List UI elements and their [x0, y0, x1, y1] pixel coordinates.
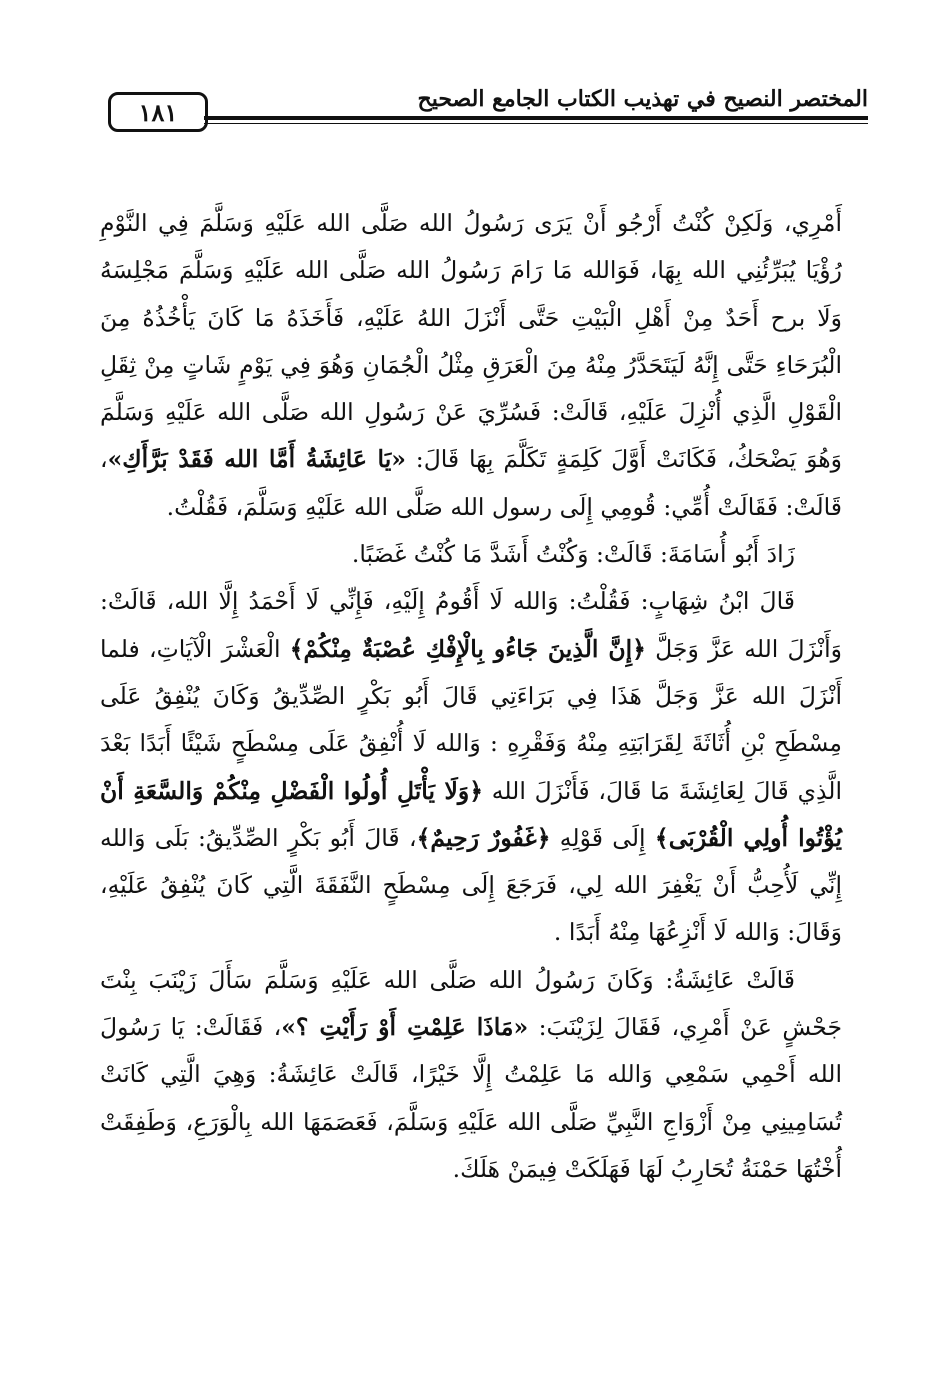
header-rule-thick	[204, 116, 868, 120]
text-segment: ، قَالَ أَبُو بَكْرٍ الصِّدِّيقُ: بَلَى وَالله إِنِّي لَأُحِبُّ أَنْ يَغْفِرَ الله لِي، فَرَجَعَ إِلَى مِسْطَحٍ النَّفَقَةَ الَّتِي كَانَ يُنْفِقُ عَلَيْهِ، وَقَالَ: وَالله لَا أَنْزِعُهَا مِنْهُ أَبَدًا .	[100, 823, 842, 947]
quoted-text: ﴿وَلَا يَأْتَلِ أُولُوا الْفَضْلِ مِنْكُمْ وَالسَّعَةِ أَنْ يُؤْتُوا أُولِي الْقُرْبَى﴾	[100, 776, 842, 852]
text-segment: قَالَتْ عَائِشَةُ: وَكَانَ رَسُولُ الله صَلَّى الله عَلَيْهِ وَسَلَّمَ سَأَلَ زَيْنَبَ بِنْتَ جَحْشٍ عَنْ أَمْرِي، فَقَالَ لِزَيْنَبَ:	[100, 965, 842, 1042]
quoted-text: «يَا عَائِشَةُ أَمَّا الله فَقَدْ بَرَّأَكِ»	[107, 445, 406, 474]
paragraph	[100, 531, 842, 578]
paragraph	[100, 578, 842, 956]
page-number: ١٨١	[138, 97, 178, 127]
paragraph	[100, 957, 842, 1193]
page-number-box	[108, 92, 208, 132]
text-segment: أَمْرِي، وَلَكِنْ كُنْتُ أَرْجُو أَنْ يَرَى رَسُولُ الله صَلَّى الله عَلَيْهِ وَسَلَّمَ فِي النَّوْمِ رُؤْيَا يُبَرِّئُنِي الله بِهَا، فَوَالله مَا رَامَ رَسُولُ الله صَلَّى الله عَلَيْهِ وَسَلَّمَ مَجْلِسَهُ وَلَا برح أَحَدٌ مِنْ أَهْلِ الْبَيْتِ حَتَّى أَنْزَلَ اللهُ عَلَيْهِ، فَأَخَذَهُ مَا كَانَ يَأْخُذُهُ مِنَ الْبُرَحَاءِ حَتَّى إِنَّهُ لَيَتَحَدَّرُ مِنْهُ مِنَ الْعَرَقِ مِثْلُ الْجُمَانِ وَهُوَ فِي يَوْمٍ شَاتٍ مِنْ ثِقَلِ الْقَوْلِ الَّذِي أُنْزِلَ عَلَيْهِ، قَالَتْ: فَسُرِّيَ عَنْ رَسُولِ الله صَلَّى الله عَلَيْهِ وَسَلَّمَ وَهُوَ يَضْحَكُ، فَكَانَتْ أَوَّلَ كَلِمَةٍ تَكَلَّمَ بِهَا قَالَ:	[100, 209, 842, 474]
page-header	[108, 86, 868, 140]
text-segment: إِلَى قَوْلِهِ	[550, 823, 655, 852]
text-segment: زَادَ أَبُو أُسَامَةَ: قَالَتْ: وَكُنْتُ أَشَدَّ مَا كُنْتُ غَضَبًا.	[351, 540, 795, 569]
text-segment: ، فَقَالَتْ: يَا رَسُولَ الله أَحْمِي سَمْعِي وَالله مَا عَلِمْتُ إِلَّا خَيْرًا، قَالَتْ عَائِشَةُ: وَهِيَ الَّتِي كَانَتْ تُسَامِينِي مِنْ أَزْوَاجِ النَّبِيِّ صَلَّى الله عَلَيْهِ وَسَلَّمَ، فَعَصَمَهَا الله بِالْوَرَعِ، وَطَفِقَتْ أُخْتُهَا حَمْنَةُ تُحَارِبُ لَهَا فَهَلَكَتْ فِيمَنْ هَلَكَ.	[100, 1013, 842, 1183]
quoted-text: ﴿غَفُورٌ رَحِيمٌ﴾	[416, 823, 551, 852]
quoted-text: «مَاذَا عَلِمْتِ أَوْ رَأَيْتِ ؟»	[281, 1013, 529, 1042]
body-text	[100, 200, 842, 1193]
paragraph	[100, 200, 842, 531]
quoted-text: ﴿إِنَّ الَّذِينَ جَاءُو بِالْإِفْكِ عُصْبَةٌ مِنْكُمْ﴾	[289, 634, 646, 663]
text-segment: ، قَالَتْ: فَقَالَتْ أُمِّي: قُومِي إِلَى رسول الله صَلَّى الله عَلَيْهِ وَسَلَّمَ، فَقُلْتُ.	[100, 445, 842, 521]
text-segment: الْعَشْرَ الْآيَاتِ، فلما أَنْزَلَ الله عَزَّ وَجَلَّ هَذَا فِي بَرَاءَتِي قَالَ أَبُو بَكْرٍ الصِّدِّيقُ وَكَانَ يُنْفِقُ عَلَى مِسْطَحِ بْنِ أُثَاثَةَ لِقَرَابَتِهِ مِنْهُ وَفَقْرِهِ : وَالله لَا أُنْفِقُ عَلَى مِسْطَحٍ شَيْئًا أَبَدًا بَعْدَ الَّذِي قَالَ لِعَائِشَةَ مَا قَالَ، فَأَنْزَلَ الله	[100, 634, 842, 805]
running-title: المختصر النصيح في تهذيب الكتاب الجامع الصحيح	[417, 86, 868, 112]
header-rule-thin	[204, 123, 868, 124]
text-segment: قَالَ ابْنُ شِهَابٍ: فَقُلْتُ: وَالله لَا أَقُومُ إِلَيْهِ، فَإِنِّي لَا أَحْمَدُ إِلَّا الله، قَالَتْ: وَأَنْزَلَ الله عَزَّ وَجَلَّ	[100, 587, 843, 663]
